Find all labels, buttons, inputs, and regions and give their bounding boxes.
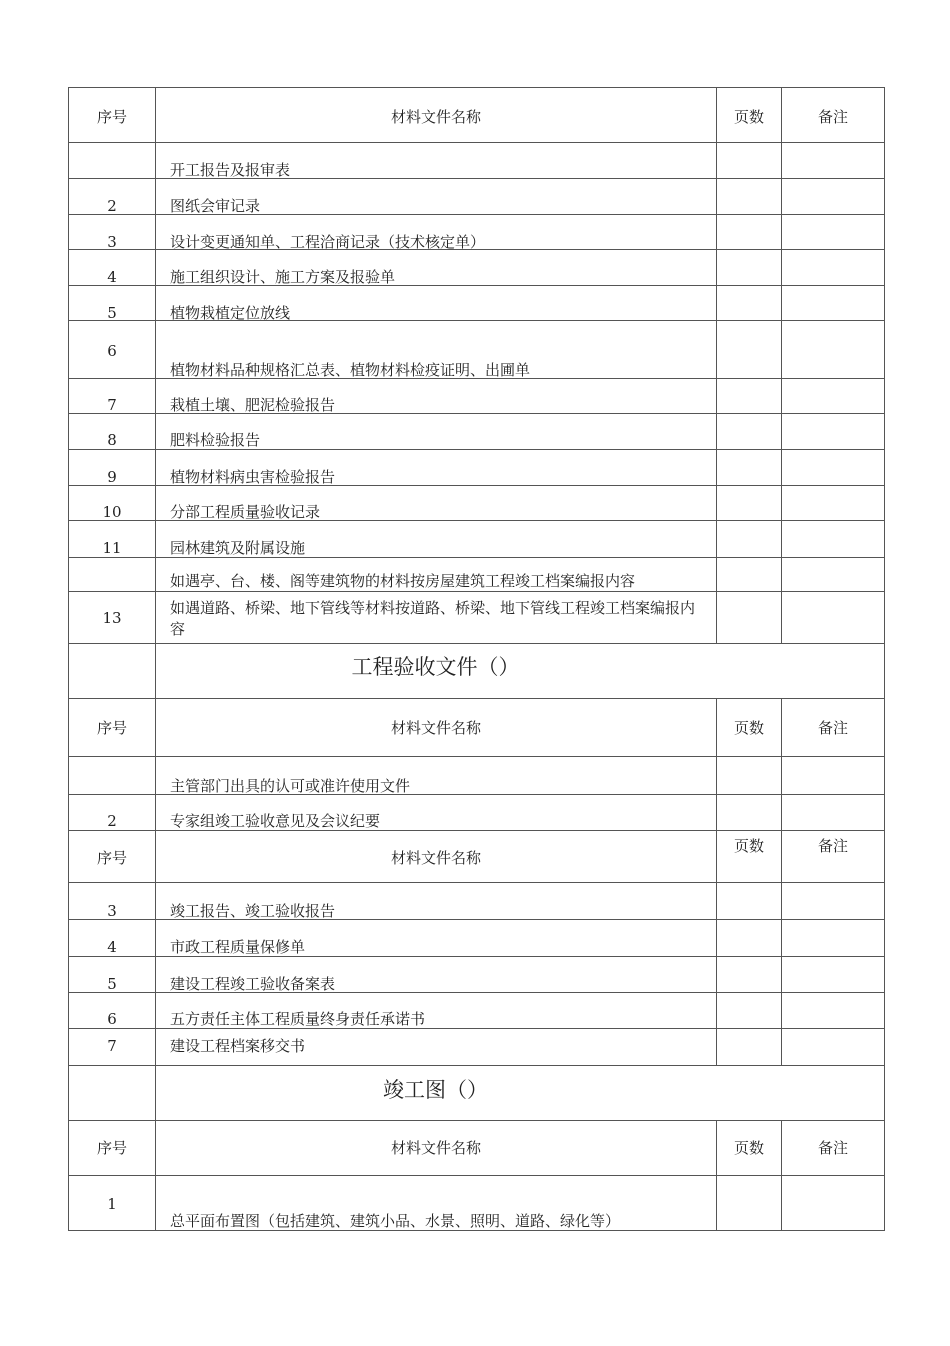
row-name: 建设工程档案移交书 — [170, 1037, 306, 1055]
row-name: 设计变更通知单、工程洽商记录（技术核定单） — [170, 233, 486, 251]
row-name: 肥料检验报告 — [170, 431, 261, 449]
row-no: 13 — [102, 609, 122, 627]
row-no: 5 — [107, 975, 117, 993]
row-name: 施工组织设计、施工方案及报验单 — [170, 268, 396, 286]
row-no: 1 — [107, 1195, 117, 1213]
table-row — [68, 957, 885, 993]
table-header-row — [68, 87, 885, 143]
table-row — [68, 920, 885, 957]
header-no: 序号 — [96, 719, 127, 737]
row-no: 9 — [107, 468, 117, 486]
row-name: 如遇道路、桥梁、地下管线等材料按道路、桥梁、地下管线工程竣工档案编报内容 — [170, 599, 696, 638]
row-name: 如遇亭、台、楼、阁等建筑物的材料按房屋建筑工程竣工档案编报内容 — [170, 572, 636, 590]
table-row — [68, 592, 885, 644]
table-row — [68, 286, 885, 321]
header-note: 备注 — [817, 719, 848, 737]
row-no: 7 — [107, 1037, 117, 1055]
row-name: 图纸会审记录 — [170, 197, 261, 215]
row-name: 竣工报告、竣工验收报告 — [170, 902, 336, 920]
row-name: 植物栽植定位放线 — [170, 304, 291, 322]
table-row — [68, 993, 885, 1029]
header-no: 序号 — [96, 108, 127, 126]
table-row — [68, 379, 885, 414]
table-header-row — [68, 699, 885, 757]
table-row — [68, 795, 885, 830]
table-row — [68, 1029, 885, 1066]
section-title: 竣工图（） — [383, 1078, 488, 1102]
section-title: 工程验收文件（） — [351, 655, 520, 679]
table-row — [68, 521, 885, 558]
header-no: 序号 — [96, 849, 127, 867]
row-no: 11 — [102, 539, 122, 557]
table-row — [68, 179, 885, 215]
header-note: 备注 — [817, 837, 848, 855]
row-name: 栽植土壤、肥泥检验报告 — [170, 396, 336, 414]
table-row — [68, 757, 885, 795]
table-row — [68, 414, 885, 450]
table-row — [68, 883, 885, 920]
table-row — [68, 215, 885, 250]
row-no: 6 — [107, 1010, 117, 1028]
row-no: 4 — [107, 938, 117, 956]
table-row — [68, 321, 885, 379]
row-no: 3 — [107, 902, 117, 920]
header-no: 序号 — [96, 1139, 127, 1157]
header-pages: 页数 — [733, 1139, 764, 1157]
header-pages: 页数 — [733, 837, 764, 855]
row-no: 6 — [107, 342, 117, 360]
row-no: 10 — [102, 503, 122, 521]
row-name: 园林建筑及附属设施 — [170, 539, 306, 557]
row-name: 市政工程质量保修单 — [170, 938, 306, 956]
table-row — [68, 558, 885, 592]
row-name: 专家组竣工验收意见及会议纪要 — [170, 812, 381, 830]
header-note: 备注 — [817, 108, 848, 126]
section-title-row — [68, 1066, 885, 1121]
table-row — [68, 450, 885, 486]
table-header-row — [68, 1121, 885, 1176]
header-note: 备注 — [817, 1139, 848, 1157]
row-no: 4 — [107, 268, 117, 286]
row-name: 分部工程质量验收记录 — [170, 503, 321, 521]
row-no: 3 — [107, 233, 117, 251]
row-name: 植物材料病虫害检验报告 — [170, 468, 336, 486]
row-name: 总平面布置图（包括建筑、建筑小品、水景、照明、道路、绿化等） — [170, 1212, 621, 1230]
row-no: 5 — [107, 304, 117, 322]
table-header-row — [68, 830, 885, 883]
header-pages: 页数 — [733, 108, 764, 126]
header-name: 材料文件名称 — [390, 849, 481, 867]
header-name: 材料文件名称 — [390, 108, 481, 126]
row-name: 主管部门出具的认可或准许使用文件 — [170, 777, 411, 795]
row-no: 7 — [107, 396, 117, 414]
table-row — [68, 250, 885, 286]
header-pages: 页数 — [733, 719, 764, 737]
section-title-row — [68, 644, 885, 699]
row-name: 建设工程竣工验收备案表 — [170, 975, 336, 993]
row-no: 2 — [107, 812, 117, 830]
table-row — [68, 1176, 885, 1231]
header-name: 材料文件名称 — [390, 719, 481, 737]
archive-table — [68, 87, 885, 1231]
row-name: 植物材料品种规格汇总表、植物材料检疫证明、出圃单 — [170, 361, 531, 379]
table-row — [68, 143, 885, 179]
table-row — [68, 486, 885, 521]
row-no: 8 — [107, 431, 117, 449]
row-name: 五方责任主体工程质量终身责任承诺书 — [170, 1010, 426, 1028]
header-name: 材料文件名称 — [390, 1139, 481, 1157]
row-name: 开工报告及报审表 — [170, 161, 291, 179]
row-no: 2 — [107, 197, 117, 215]
